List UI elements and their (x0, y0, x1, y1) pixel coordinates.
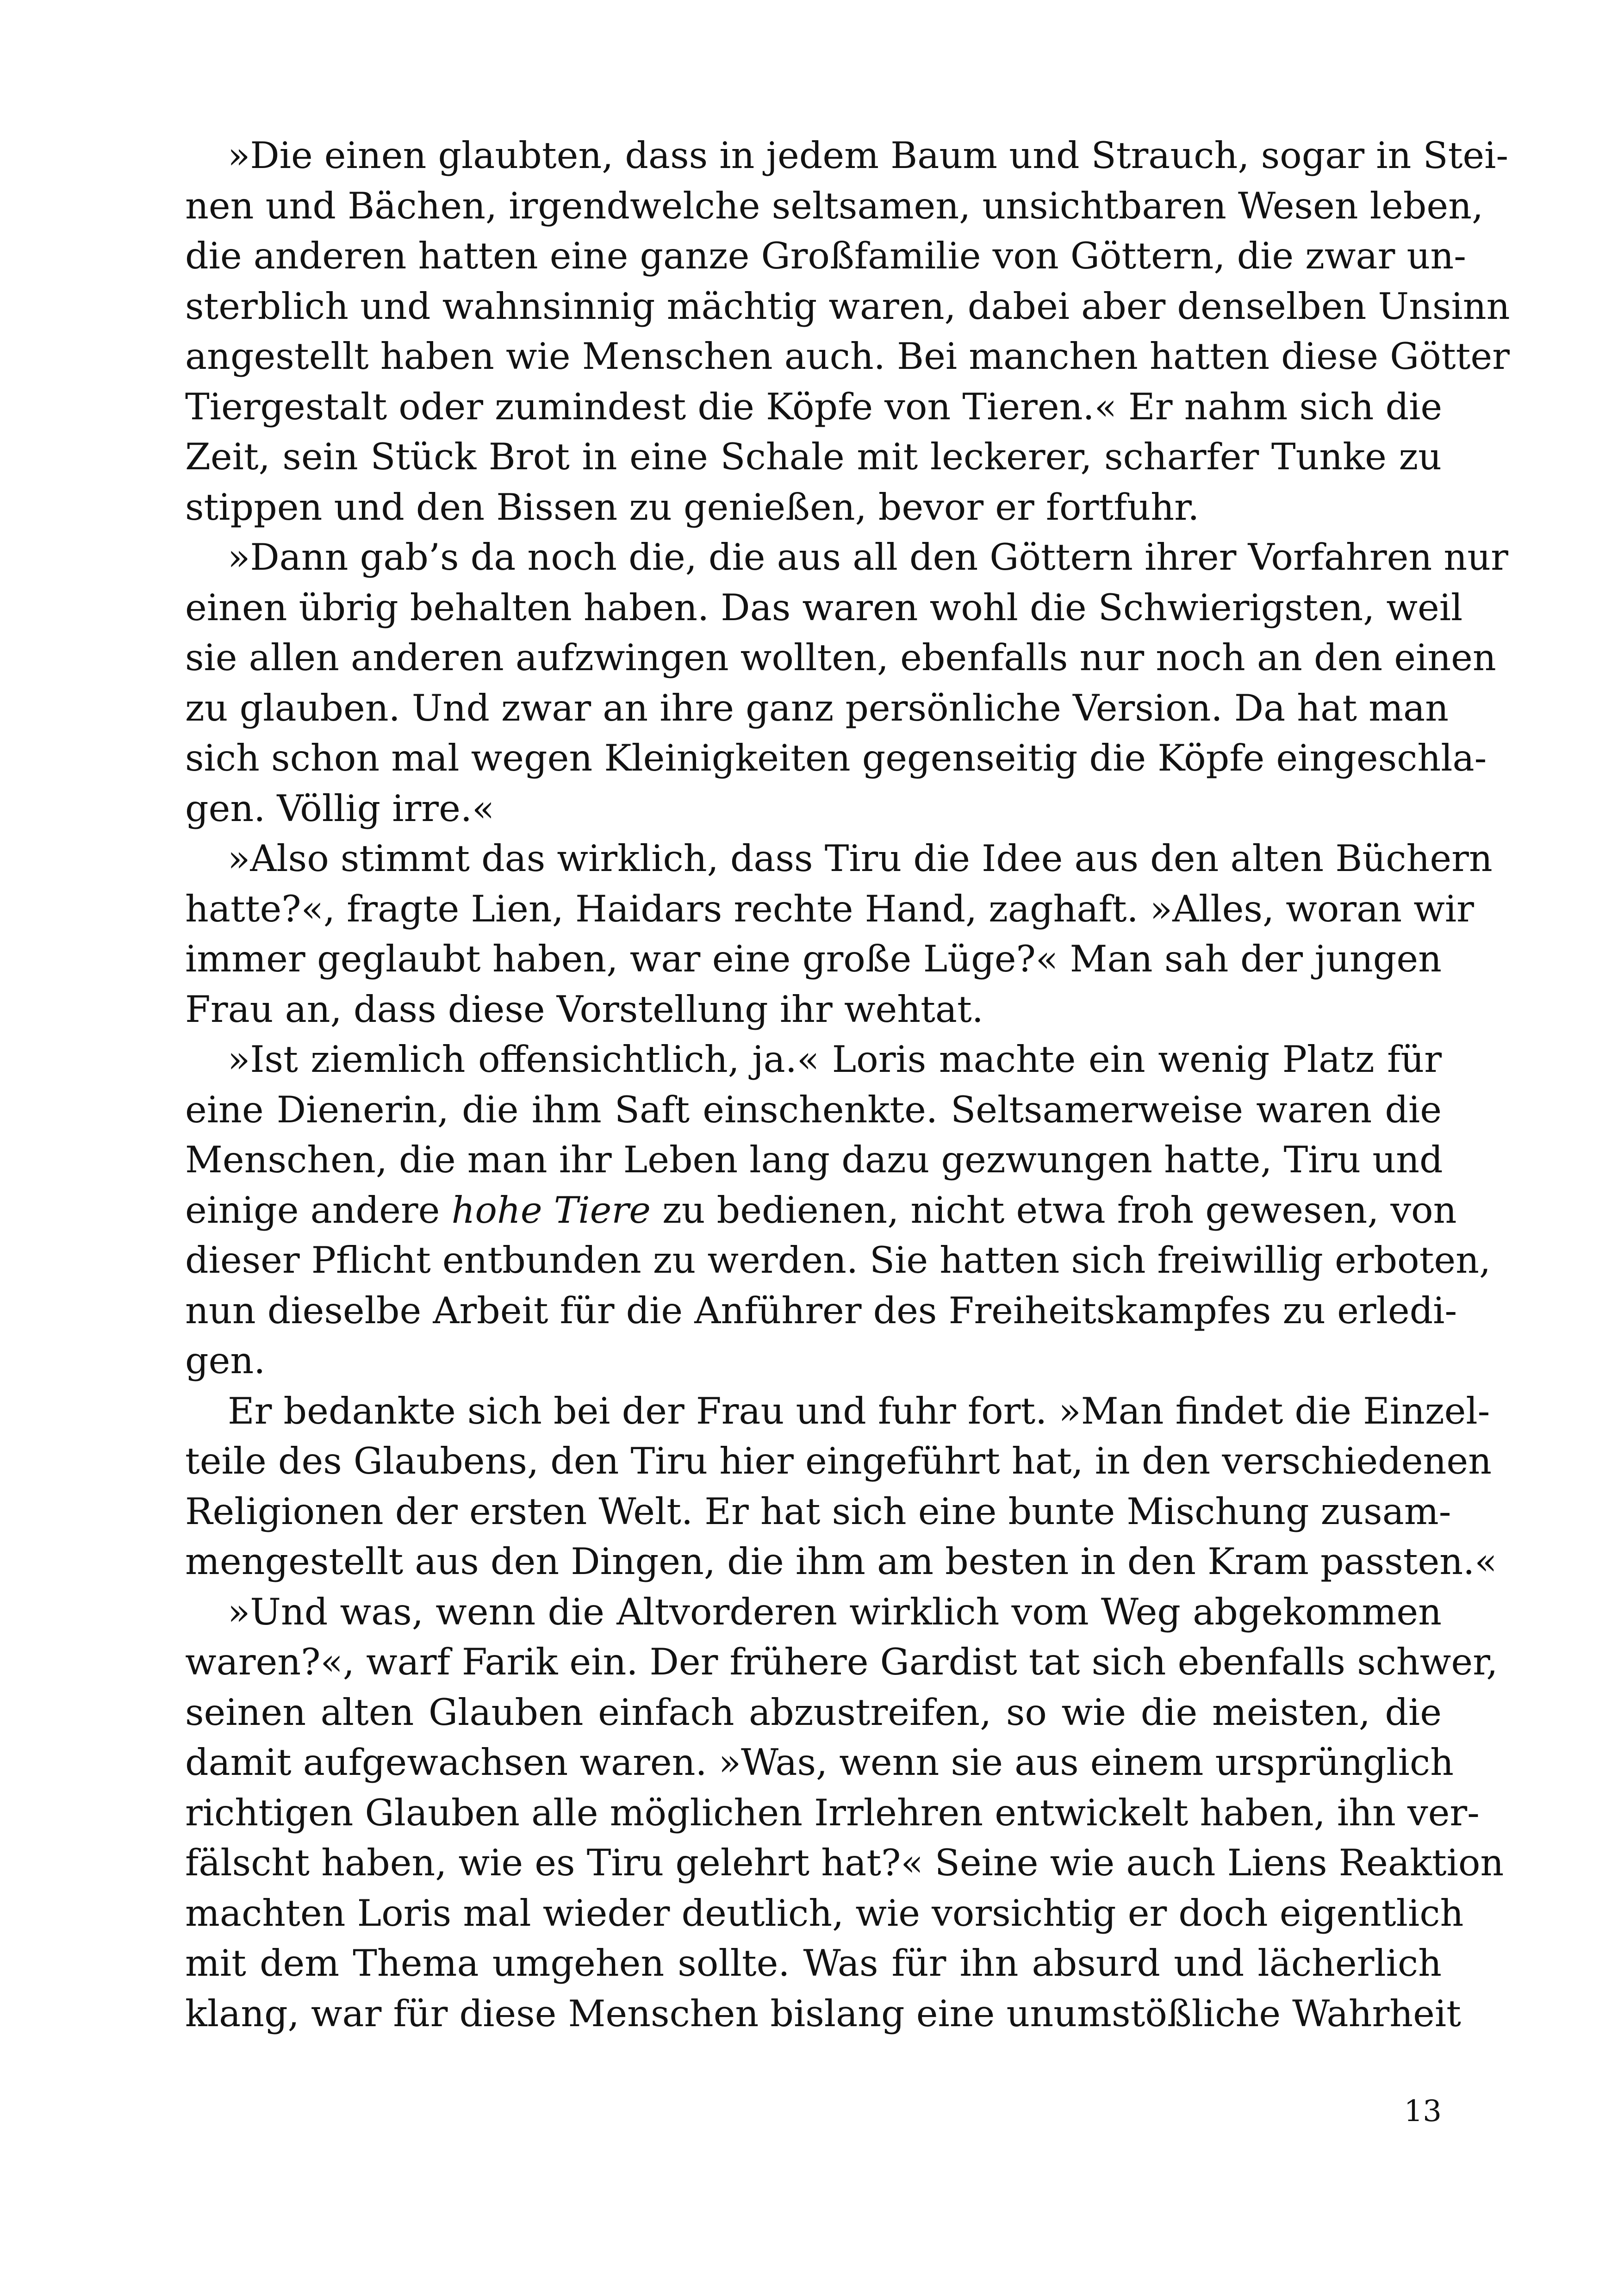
text-line: mit dem Thema umgehen sollte. Was für ihn absurd und lächerlich (185, 1942, 1442, 1985)
text-line: Frau an, dass diese Vorstellung ihr wehtat. (185, 988, 983, 1031)
text-line-with-italic (185, 1185, 1457, 1236)
text-line: einen übrig behalten haben. Das waren wohl die Schwierigsten, weil (185, 586, 1463, 629)
text-line: hatte?«, fragte Lien, Haidars rechte Hand, zaghaft. »Alles, woran wir (185, 887, 1474, 930)
text-line: »Dann gab’s da noch die, die aus all den Göttern ihrer Vorfahren nur (228, 536, 1508, 579)
text-line: richtigen Glauben alle möglichen Irrlehren entwickelt haben, ihn ver- (185, 1791, 1480, 1834)
text-run: einige andere (185, 1188, 452, 1232)
text-line: sich schon mal wegen Kleinigkeiten gegenseitig die Köpfe eingeschla- (185, 737, 1487, 779)
italic-phrase: hohe Tiere (451, 1188, 651, 1232)
text-line: immer geglaubt haben, war eine große Lüge?« Man sah der jungen (185, 938, 1442, 980)
text-line: Menschen, die man ihr Leben lang dazu gezwungen hatte, Tiru und (185, 1139, 1443, 1181)
text-line: machten Loris mal wieder deutlich, wie vorsichtig er doch eigentlich (185, 1892, 1464, 1935)
text-line: seinen alten Glauben einfach abzustreifen, so wie die meisten, die (185, 1691, 1442, 1734)
text-line: fälscht haben, wie es Tiru gelehrt hat?« Seine wie auch Liens Reaktion (185, 1842, 1504, 1884)
text-line: Er bedankte sich bei der Frau und fuhr fort. »Man findet die Einzel- (228, 1389, 1490, 1432)
text-run: zu bedienen, nicht etwa froh gewesen, von (650, 1188, 1457, 1232)
paragraph (185, 1034, 1491, 1386)
text-line: damit aufgewachsen waren. »Was, wenn sie aus einem ursprünglich (185, 1741, 1454, 1784)
text-line: gen. (185, 1339, 266, 1382)
text-line: sterblich und wahnsinnig mächtig waren, dabei aber denselben Unsinn (185, 285, 1510, 328)
text-line: die anderen hatten eine ganze Großfamilie von Göttern, die zwar un- (185, 235, 1466, 277)
paragraph (185, 532, 1508, 834)
paragraph (185, 1587, 1504, 2039)
text-line: sie allen anderen aufzwingen wollten, ebenfalls nur noch an den einen (185, 636, 1496, 679)
text-line: »Also stimmt das wirklich, dass Tiru die Idee aus den alten Büchern (228, 837, 1493, 880)
paragraph (185, 131, 1510, 532)
text-line: angestellt haben wie Menschen auch. Bei manchen hatten diese Götter (185, 335, 1510, 378)
text-line: stippen und den Bissen zu genießen, bevor er fortfuhr. (185, 485, 1200, 529)
text-line: mengestellt aus den Dingen, die ihm am besten in den Kram passten.« (185, 1540, 1497, 1583)
text-line: »Und was, wenn die Altvorderen wirklich vom Weg abgekommen (228, 1590, 1442, 1633)
paragraph (185, 834, 1493, 1034)
text-line: teile des Glaubens, den Tiru hier eingeführt hat, in den verschiedenen (185, 1440, 1492, 1482)
text-line: nun dieselbe Arbeit für die Anführer des Freiheitskampfes zu erledi- (185, 1289, 1457, 1332)
body-text (185, 131, 1510, 2039)
text-line: Tiergestalt oder zumindest die Köpfe von Tieren.« Er nahm sich die (185, 385, 1443, 428)
text-line: nen und Bächen, irgendwelche seltsamen, unsichtbaren Wesen leben, (185, 184, 1484, 227)
text-line: gen. Völlig irre.« (185, 787, 495, 830)
text-line: Religionen der ersten Welt. Er hat sich eine bunte Mischung zusam- (185, 1490, 1451, 1533)
text-line: eine Dienerin, die ihm Saft einschenkte. Seltsamerweise waren die (185, 1088, 1442, 1131)
text-line: klang, war für diese Menschen bislang eine unumstößliche Wahrheit (185, 1992, 1461, 2035)
text-line: »Ist ziemlich offensichtlich, ja.« Loris machte ein wenig Platz für (228, 1038, 1442, 1081)
paragraph (185, 1386, 1497, 1587)
page-number: 13 (1404, 2094, 1442, 2128)
text-line: waren?«, warf Farik ein. Der frühere Gardist tat sich ebenfalls schwer, (185, 1641, 1498, 1683)
text-line: »Die einen glaubten, dass in jedem Baum und Strauch, sogar in Stei- (228, 134, 1509, 177)
text-line: Zeit, sein Stück Brot in eine Schale mit leckerer, scharfer Tunke zu (185, 436, 1442, 478)
text-line: zu glauben. Und zwar an ihre ganz persönliche Version. Da hat man (185, 686, 1449, 729)
text-line: dieser Pflicht entbunden zu werden. Sie hatten sich freiwillig erboten, (185, 1239, 1491, 1282)
